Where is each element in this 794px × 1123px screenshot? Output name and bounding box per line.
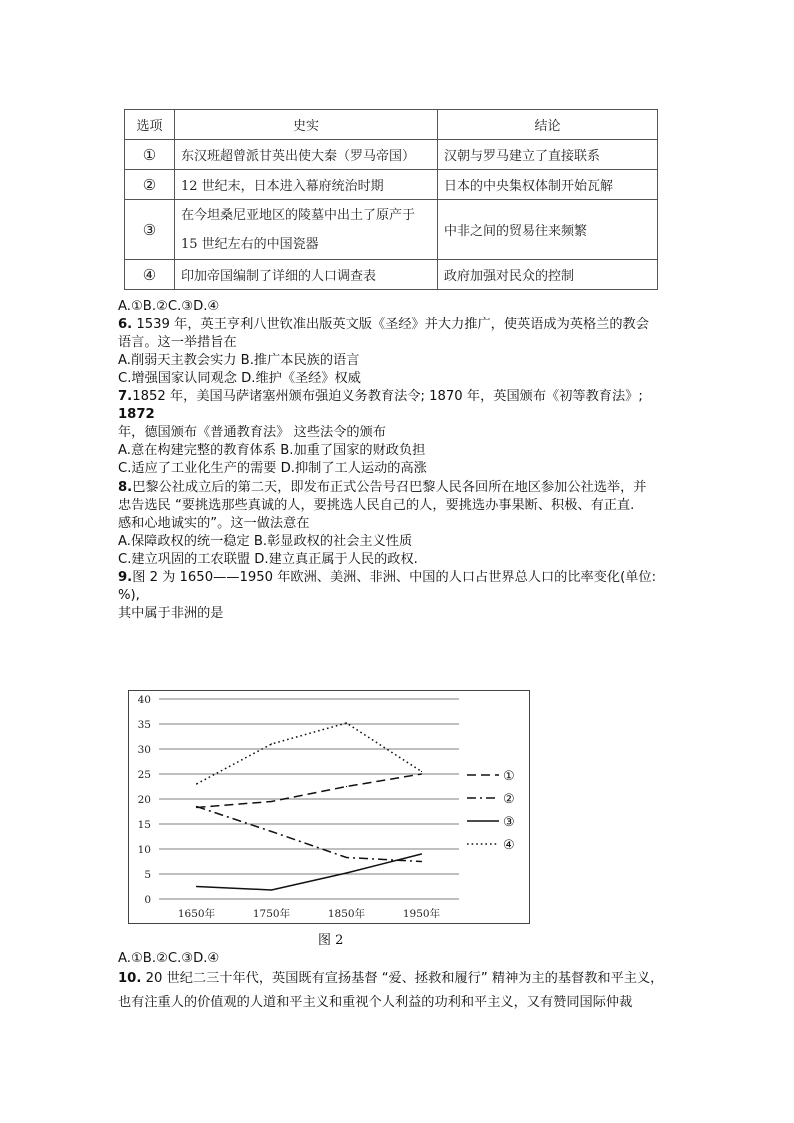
table-cell-option: ① [125, 140, 175, 170]
q8-stem-text: 巴黎公社成立后的第二天，即发布正式公告号召巴黎人民各回所在地区参加公社选举，并 [132, 480, 647, 495]
q8-stem-line-1 [118, 479, 647, 497]
table-header-option: 选项 [125, 110, 175, 140]
table-cell-option: ③ [125, 200, 175, 260]
x-axis-ticks [178, 907, 441, 920]
legend-label: ① [503, 769, 515, 784]
x-tick-label: 1650年 [177, 908, 216, 920]
q8-options-line-2: C.建立巩固的工农联盟 D.建立真正属于人民的政权. [118, 552, 418, 567]
table-cell-conclusion: 政府加强对民众的控制 [438, 260, 658, 290]
x-tick-label: 1850年 [327, 908, 366, 920]
y-tick-label: 30 [137, 744, 151, 756]
q6-stem-text: 1539 年，英王亨利八世钦准出版英文版《圣经》并大力推广，使英语成为英格兰的教会 [132, 317, 649, 332]
table-cell-fact: 12 世纪末，日本进入幕府统治时期 [175, 170, 438, 200]
series-line [197, 774, 422, 808]
y-tick-label: 35 [137, 719, 151, 731]
y-tick-label: 20 [137, 794, 151, 806]
table-row [125, 140, 658, 170]
table-cell-conclusion: 汉朝与罗马建立了直接联系 [438, 140, 658, 170]
data-point [196, 783, 197, 784]
table-cell-fact-line: 15 世纪左右的中国瓷器 [181, 236, 319, 252]
q7-number: 7. [118, 389, 133, 404]
legend-label: ③ [503, 815, 515, 830]
q9-number: 9. [118, 570, 133, 585]
legend-label: ④ [503, 838, 515, 853]
q8-stem-line-3: 感和心地诚实的”。这一做法意在 [118, 516, 310, 531]
chart-legend [467, 769, 515, 853]
series-line [197, 723, 422, 784]
data-point [196, 806, 197, 807]
q9-stem-text: 图 2 为 1650——1950 年欧洲、美洲、非洲、中国的人口占世界总人口的比率变化(单位: [132, 570, 657, 585]
q9-stem-line-1 [118, 569, 656, 587]
y-tick-label: 25 [137, 769, 151, 781]
data-point [196, 886, 197, 887]
q5-options: A.①B.②C.③D.④ [118, 299, 220, 314]
q5-table [124, 109, 658, 290]
q10-stem-line-2: 也有注重人的价值观的人道和平主义和重视个人利益的功利和平主义，又有赞同国际仲裁 [118, 995, 633, 1010]
data-point [346, 786, 347, 787]
q9-stem-line-2: %), [118, 588, 140, 603]
table-cell-option: ④ [125, 260, 175, 290]
data-point [346, 857, 347, 858]
table-cell-conclusion: 日本的中央集权体制开始瓦解 [438, 170, 658, 200]
q7-stem-line-1 [118, 388, 643, 406]
q6-stem-line-2: 语言。这一举措旨在 [118, 335, 237, 350]
y-axis-ticks [138, 694, 151, 906]
q7-stem-line-2: 1872 [118, 407, 155, 422]
data-point [421, 853, 422, 854]
table-cell-fact [175, 200, 438, 260]
q10-stem-text: 20 世纪二三十年代，英国既有宣扬基督 “爱、拯救和履行” 精神为主的基督教和平主义， [141, 971, 664, 986]
series-line [197, 807, 422, 862]
table-cell-conclusion: 中非之间的贸易往来频繁 [438, 200, 658, 260]
q6-number: 6. [118, 317, 133, 332]
q7-options-line-2: C.适应了工业化生产的需要 D.抑制了工人运动的高涨 [118, 461, 427, 476]
q8-stem-line-2: 忠告选民 “要挑选那些真诚的人，要挑选人民自己的人，要挑选办事果断、积极、有正直. [118, 498, 635, 513]
q6-stem-line-1 [118, 316, 649, 334]
y-tick-label: 15 [137, 819, 151, 831]
table-cell-option: ② [125, 170, 175, 200]
table-row [125, 260, 658, 290]
q7-stem-line-3: 年，德国颁布《普通教育法》 这些法令的颁布 [118, 425, 386, 440]
chart-gridlines [159, 699, 459, 899]
q7-stem-text: 1852 年，美国马萨诸塞州颁布强迫义务教育法令; 1870 年，英国颁布《初等教育法》; [132, 389, 643, 404]
x-tick-label: 1750年 [252, 908, 291, 920]
y-tick-label: 0 [144, 894, 151, 906]
q8-number: 8. [118, 480, 133, 495]
legend-label: ② [503, 792, 515, 807]
y-tick-label: 40 [137, 694, 151, 706]
table-header-fact: 史实 [175, 110, 438, 140]
q10-number: 10. [118, 971, 142, 986]
q7-options-line-1: A.意在构建完整的教育体系 B.加重了国家的财政负担 [118, 443, 426, 458]
series-line [197, 854, 422, 890]
data-point [271, 743, 272, 744]
table-header-conclusion: 结论 [438, 110, 658, 140]
table-cell-fact: 东汉班超曾派甘英出使大秦（罗马帝国） [175, 140, 438, 170]
data-point [271, 889, 272, 890]
q10-stem-line-1 [118, 970, 663, 988]
figure-caption: 图 2 [318, 933, 344, 948]
q9-stem-line-3: 其中属于非洲的是 [118, 606, 224, 621]
data-point [421, 861, 422, 862]
y-tick-label: 5 [144, 869, 151, 881]
y-tick-label: 10 [137, 844, 151, 856]
table-row [125, 170, 658, 200]
data-point [271, 801, 272, 802]
chart-series [196, 722, 422, 890]
table-row [125, 200, 658, 260]
data-point [346, 872, 347, 873]
q8-options-line-1: A.保障政权的统一稳定 B.彰显政权的社会主义性质 [118, 534, 413, 549]
data-point [271, 831, 272, 832]
q9-options: A.①B.②C.③D.④ [118, 951, 220, 966]
figure-2-frame [128, 690, 530, 924]
table-cell-fact-line: 在今坦桑尼亚地区的陵墓中出土了原产于 [181, 207, 416, 223]
q6-options-line-2: C.增强国家认同观念 D.维护《圣经》权威 [118, 371, 361, 386]
x-tick-label: 1950年 [402, 908, 441, 920]
line-chart [129, 691, 529, 923]
table-cell-fact: 印加帝国编制了详细的人口调查表 [175, 260, 438, 290]
q6-options-line-1: A.削弱天主教会实力 B.推广本民族的语言 [118, 353, 360, 368]
data-point [421, 773, 422, 774]
data-point [421, 771, 422, 772]
data-point [346, 722, 347, 723]
